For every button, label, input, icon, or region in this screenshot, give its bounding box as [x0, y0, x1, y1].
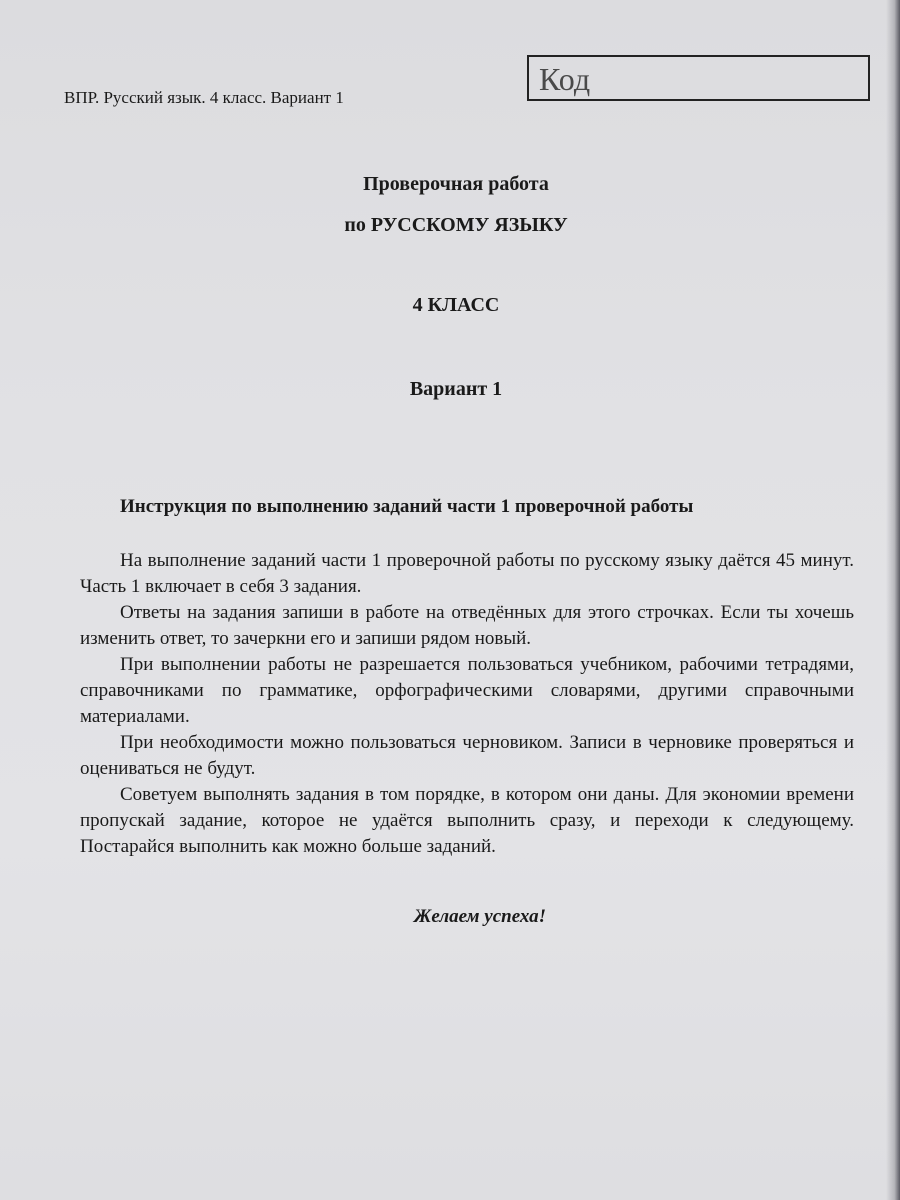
- paragraph: На выполнение заданий части 1 проверочной работы по русскому языку даётся 45 минут. Часть 1 включает в себя 3 задания.: [80, 550, 854, 597]
- code-label: Код: [539, 61, 591, 97]
- header-text: ВПР. Русский язык. 4 класс. Вариант 1: [64, 88, 344, 107]
- instruction-body: [80, 548, 854, 860]
- instruction-title: Инструкция по выполнению заданий части 1 проверочной работы: [120, 496, 694, 517]
- variant-title: Вариант 1: [409, 378, 503, 400]
- title-line-1: Проверочная работа: [363, 173, 549, 195]
- code-box: [527, 55, 870, 101]
- closing-wish: Желаем успеха!: [413, 906, 547, 927]
- paragraph: Ответы на задания запиши в работе на отведённых для этого строчках. Если ты хочешь изменить ответ, то зачеркни его и запиши рядом новый.: [80, 602, 854, 649]
- paragraph: При выполнении работы не разрешается пользоваться учебником, рабочими тетрадями, справочниками по грамматике, орфографическими словарями, другими справочными материалами.: [80, 654, 854, 727]
- grade-title: 4 КЛАСС: [412, 294, 500, 316]
- page-edge-shadow: [886, 0, 900, 1200]
- paragraph: Советуем выполнять задания в том порядке, в котором они даны. Для экономии времени пропускай задание, которое не удаётся выполнить сразу, и переходи к следующему. Постарайся выполнить как можно больше заданий.: [80, 784, 854, 857]
- title-line-2: по РУССКОМУ ЯЗЫКУ: [344, 214, 568, 236]
- paragraph: При необходимости можно пользоваться черновиком. Записи в черновике проверяться и оцениваться не будут.: [80, 732, 854, 779]
